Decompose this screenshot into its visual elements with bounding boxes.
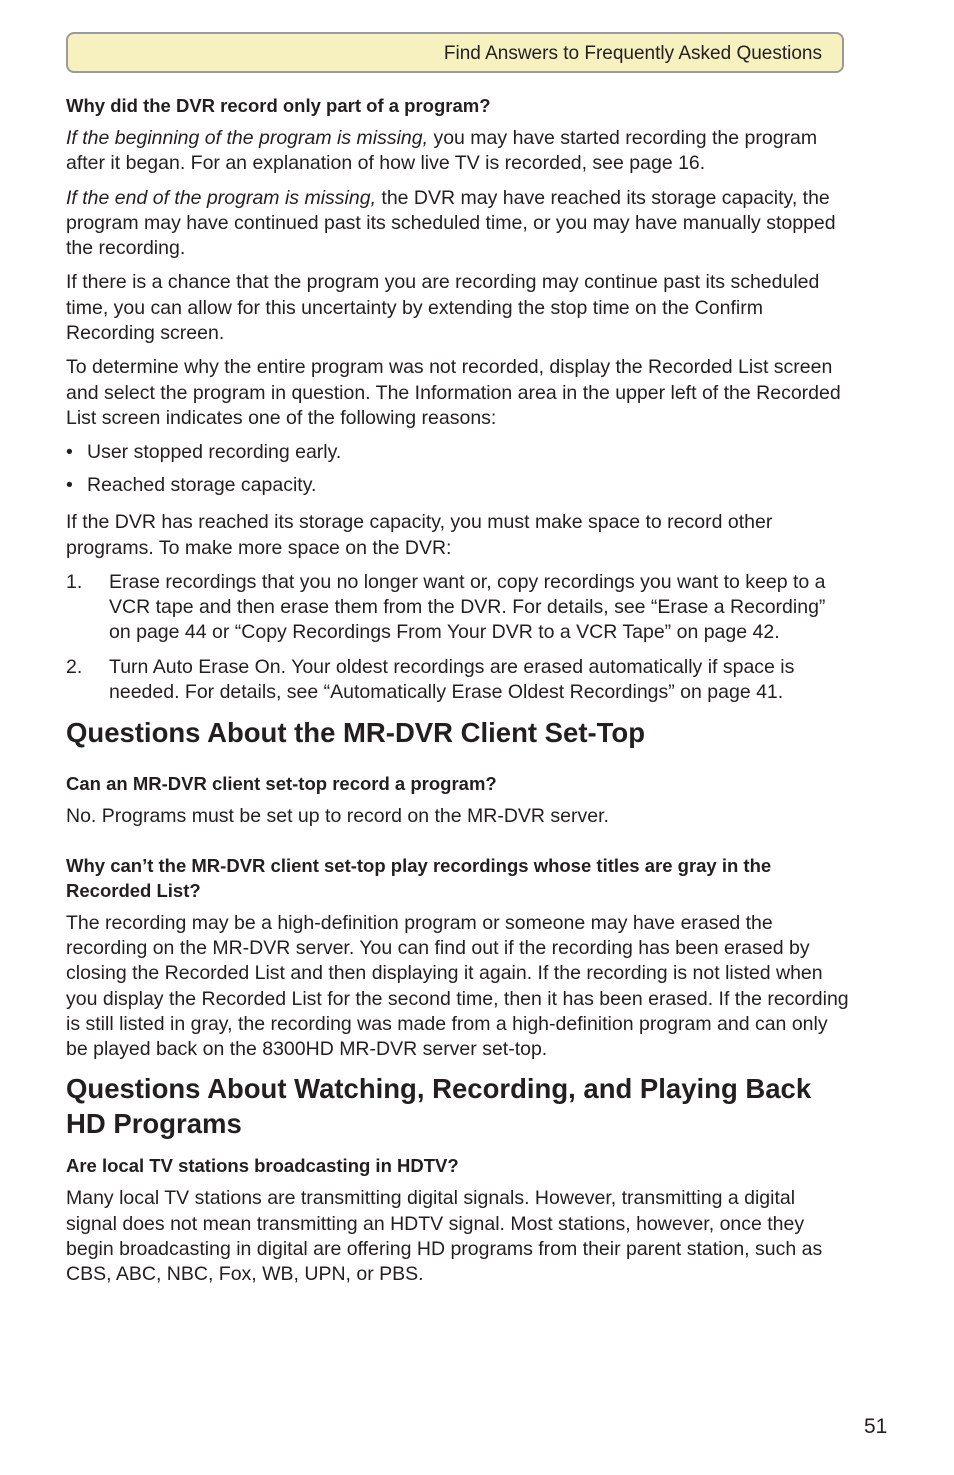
section1-question: Why did the DVR record only part of a program? <box>66 95 491 116</box>
section2-question-1: Can an MR-DVR client set-top record a program? <box>66 773 497 795</box>
section1-p1-italic: If the beginning of the program is missing, <box>66 127 429 149</box>
section1-paragraph-1 <box>66 126 850 177</box>
page-number: 51 <box>864 1415 888 1438</box>
section1-p1-text: you may have started recording the program after it began. For an explanation of how live TV is recorded, see page 16. <box>66 127 818 175</box>
list-item-text: Reached storage capacity. <box>87 474 317 497</box>
spacer <box>66 839 850 853</box>
step-item <box>66 570 850 646</box>
section1-paragraph-5: If the DVR has reached its storage capacity, you must make space to record other programs. To make more space on the DVR: <box>66 511 773 559</box>
step-text: Turn Auto Erase On. Your oldest recordings are erased automatically if space is needed. For details, see “Automatically Erase Oldest Recordings” on page 41. <box>109 655 795 704</box>
section2-heading: Questions About the MR-DVR Client Set-Top <box>66 717 645 749</box>
step-number: 1. <box>66 570 83 593</box>
section1-p2-italic: If the end of the program is missing, <box>66 186 376 209</box>
section2-answer-1: No. Programs must be set up to record on the MR-DVR server. <box>66 805 609 828</box>
section1-paragraph-4: To determine why the entire program was not recorded, display the Recorded List screen and select the program in question. The Information area in the upper left of the Recorded List screen indicates one of the following reasons: <box>66 356 841 429</box>
section1-paragraph-2 <box>66 186 850 262</box>
section3-question-1: Are local TV stations broadcasting in HDTV? <box>66 1155 459 1177</box>
step-number: 2. <box>66 655 83 678</box>
header-banner <box>66 32 844 73</box>
section3-heading: Questions About Watching, Recording, and Playing Back HD Programs <box>66 1073 812 1140</box>
section1-p2-text: the DVR may have reached its storage capacity, the program may have continued past its scheduled time, or you may have manually stopped the recording. <box>66 186 836 260</box>
section2-question-2: Why can’t the MR-DVR client set-top play recordings whose titles are gray in the Recorded List? <box>66 854 772 901</box>
steps-list <box>66 570 850 705</box>
section2-answer-2: The recording may be a high-definition program or someone may have erased the recording on the MR-DVR server. You can find out if the recording has been erased by closing the Recorded List and then displaying it again. If the recording is not listed when you display the Recorded List for the second time, then it has been erased. If the recording is still listed in gray, the recording was made from a high-definition program and can only be played back on the 8300HD MR-DVR server set-top. <box>66 911 849 1061</box>
step-item <box>66 655 850 706</box>
reasons-list <box>66 440 850 498</box>
section3-answer-1: Many local TV stations are transmitting digital signals. However, transmitting a digital signal does not mean transmitting an HDTV signal. Most stations, however, once they begin broadcasting in digital are offering HD programs from their parent station, such as CBS, ABC, NBC, Fox, WB, UPN, or PBS. <box>66 1187 823 1286</box>
list-item-text: User stopped recording early. <box>87 441 342 464</box>
list-item <box>66 473 850 498</box>
bullet-icon: • <box>66 474 73 497</box>
step-text: Erase recordings that you no longer want or, copy recordings you want to keep to a VCR tape and then erase them from the DVR. For details, see “Erase a Recording” on page 44 or “Copy Recordings From Your DVR to a VCR Tape” on page 42. <box>109 570 826 644</box>
bullet-icon: • <box>66 441 73 464</box>
section1-paragraph-3: If there is a chance that the program you are recording may continue past its scheduled time, you can allow for this uncertainty by extending the stop time on the Confirm Recording screen. <box>66 271 820 345</box>
header-title: Find Answers to Frequently Asked Questions <box>443 43 822 64</box>
page-content <box>66 93 850 1297</box>
list-item <box>66 440 850 465</box>
